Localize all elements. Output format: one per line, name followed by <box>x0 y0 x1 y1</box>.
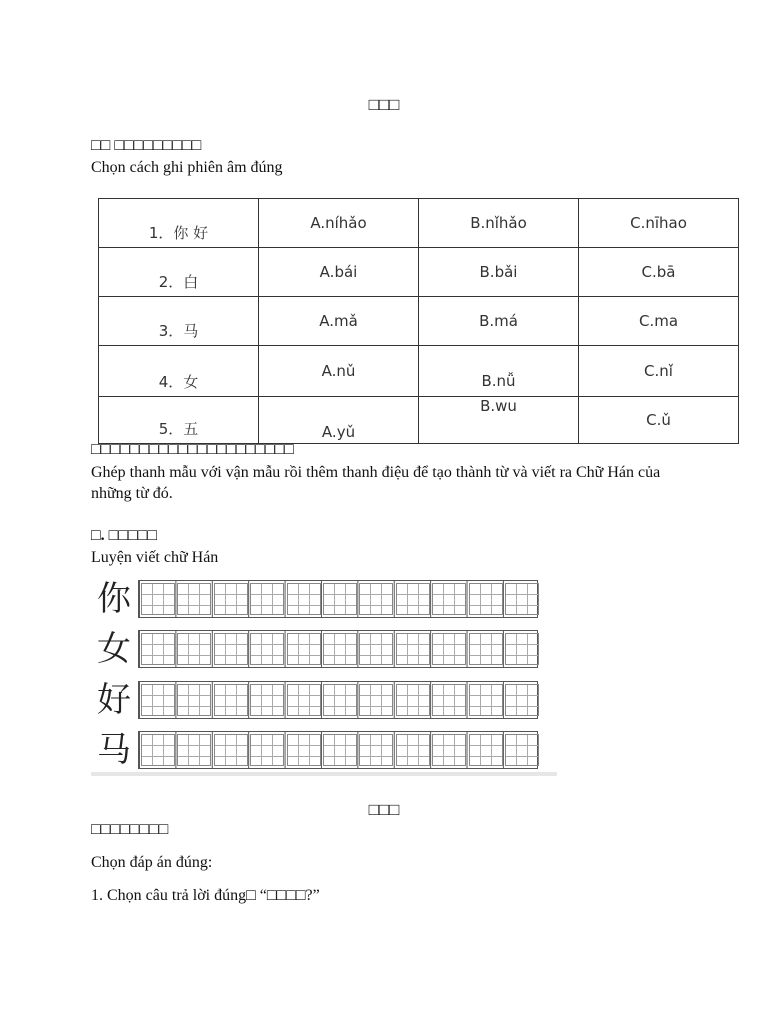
grid-cell[interactable] <box>469 633 503 665</box>
grid-cell[interactable] <box>432 734 466 766</box>
grid-cell[interactable] <box>141 633 175 665</box>
table-row <box>99 297 739 346</box>
section1-heading: □□ □□□□□□□□□ <box>91 137 202 154</box>
grid-cell[interactable] <box>432 684 466 716</box>
grid-cell[interactable] <box>177 734 211 766</box>
grid-cell[interactable] <box>177 633 211 665</box>
grid-cell[interactable] <box>141 684 175 716</box>
section1-instruction: Chọn cách ghi phiên âm đúng <box>91 159 283 176</box>
pinyin-table <box>98 198 739 444</box>
option-c-cell: C.nīhao <box>579 199 739 248</box>
grid-cell[interactable] <box>505 734 539 766</box>
grid-cell[interactable] <box>141 583 175 615</box>
grid-cell[interactable] <box>505 633 539 665</box>
writing-row <box>91 628 557 670</box>
grid-cell[interactable] <box>323 583 357 615</box>
grid-cell[interactable] <box>214 633 248 665</box>
option-b-cell: B.wu <box>419 397 579 444</box>
question-cell: 1．你 好 <box>99 199 259 248</box>
grid-cell[interactable] <box>323 633 357 665</box>
section3-instruction: Luyện viết chữ Hán <box>91 549 219 566</box>
option-c-cell: C.bā <box>579 248 739 297</box>
grid-cell[interactable] <box>287 684 321 716</box>
question-cell: 3．马 <box>99 297 259 346</box>
grid-cell[interactable] <box>141 734 175 766</box>
option-c-cell: C.ma <box>579 297 739 346</box>
option-a-cell: A.níhǎo <box>259 199 419 248</box>
model-character: 好 <box>97 680 131 720</box>
grid-bottom-edge <box>91 772 557 776</box>
grid-cell[interactable] <box>505 684 539 716</box>
section2-heading: □□□□□□□□□□□□□□□□□□□□□ <box>91 441 294 458</box>
grid-cell[interactable] <box>359 734 393 766</box>
grid-cell[interactable] <box>214 734 248 766</box>
grid-cell[interactable] <box>250 734 284 766</box>
section4-instruction: Chọn đáp án đúng: <box>91 854 213 871</box>
practice-cells[interactable] <box>138 731 538 769</box>
practice-cells[interactable] <box>138 681 538 719</box>
section1-title: □□□ <box>368 95 400 114</box>
grid-cell[interactable] <box>250 684 284 716</box>
grid-cell[interactable] <box>505 583 539 615</box>
grid-cell[interactable] <box>250 583 284 615</box>
section2-instruction: Ghép thanh mẫu với vận mẫu rồi thêm thanh điệu để tạo thành từ và viết ra Chữ Hán của những từ đó. <box>91 464 661 502</box>
section3-heading: □. □□□□□ <box>91 527 157 544</box>
practice-cells[interactable] <box>138 630 538 668</box>
grid-cell[interactable] <box>396 633 430 665</box>
question-1: 1. Chọn câu trả lời đúng□ “□□□□?” <box>91 887 320 904</box>
grid-cell[interactable] <box>396 684 430 716</box>
grid-cell[interactable] <box>432 583 466 615</box>
grid-cell[interactable] <box>359 633 393 665</box>
question-cell: 2．白 <box>99 248 259 297</box>
option-b-cell: B.nǚ <box>419 346 579 397</box>
grid-cell[interactable] <box>323 684 357 716</box>
option-a-cell: A.mǎ <box>259 297 419 346</box>
grid-cell[interactable] <box>214 583 248 615</box>
writing-row <box>91 729 557 771</box>
practice-cells[interactable] <box>138 580 538 618</box>
grid-cell[interactable] <box>359 684 393 716</box>
model-character: 你 <box>97 579 131 619</box>
option-b-cell: B.nǐhǎo <box>419 199 579 248</box>
table-row <box>99 248 739 297</box>
grid-cell[interactable] <box>177 583 211 615</box>
grid-cell[interactable] <box>287 734 321 766</box>
model-character: 女 <box>97 629 131 669</box>
grid-cell[interactable] <box>359 583 393 615</box>
option-b-cell: B.bǎi <box>419 248 579 297</box>
option-b-cell: B.má <box>419 297 579 346</box>
grid-cell[interactable] <box>250 633 284 665</box>
option-c-cell: C.ǔ <box>579 397 739 444</box>
option-a-cell: A.bái <box>259 248 419 297</box>
grid-cell[interactable] <box>287 583 321 615</box>
table-row <box>99 199 739 248</box>
section4-title: □□□ <box>368 800 400 819</box>
writing-practice-grid <box>91 578 557 778</box>
option-a-cell: A.nǔ <box>259 346 419 397</box>
writing-row <box>91 578 557 620</box>
table-row <box>99 346 739 397</box>
grid-cell[interactable] <box>177 684 211 716</box>
question-cell: 4．女 <box>99 346 259 397</box>
grid-cell[interactable] <box>469 684 503 716</box>
option-a-cell: A.yǔ <box>259 397 419 444</box>
grid-cell[interactable] <box>396 583 430 615</box>
model-character: 马 <box>97 730 131 770</box>
grid-cell[interactable] <box>287 633 321 665</box>
grid-cell[interactable] <box>323 734 357 766</box>
table-row <box>99 397 739 444</box>
option-c-cell: C.nǐ <box>579 346 739 397</box>
writing-row <box>91 679 557 721</box>
grid-cell[interactable] <box>396 734 430 766</box>
question-cell: 5．五 <box>99 397 259 444</box>
grid-cell[interactable] <box>469 734 503 766</box>
grid-cell[interactable] <box>214 684 248 716</box>
grid-cell[interactable] <box>432 633 466 665</box>
section4-heading: □□□□□□□□ <box>91 821 169 838</box>
grid-cell[interactable] <box>469 583 503 615</box>
